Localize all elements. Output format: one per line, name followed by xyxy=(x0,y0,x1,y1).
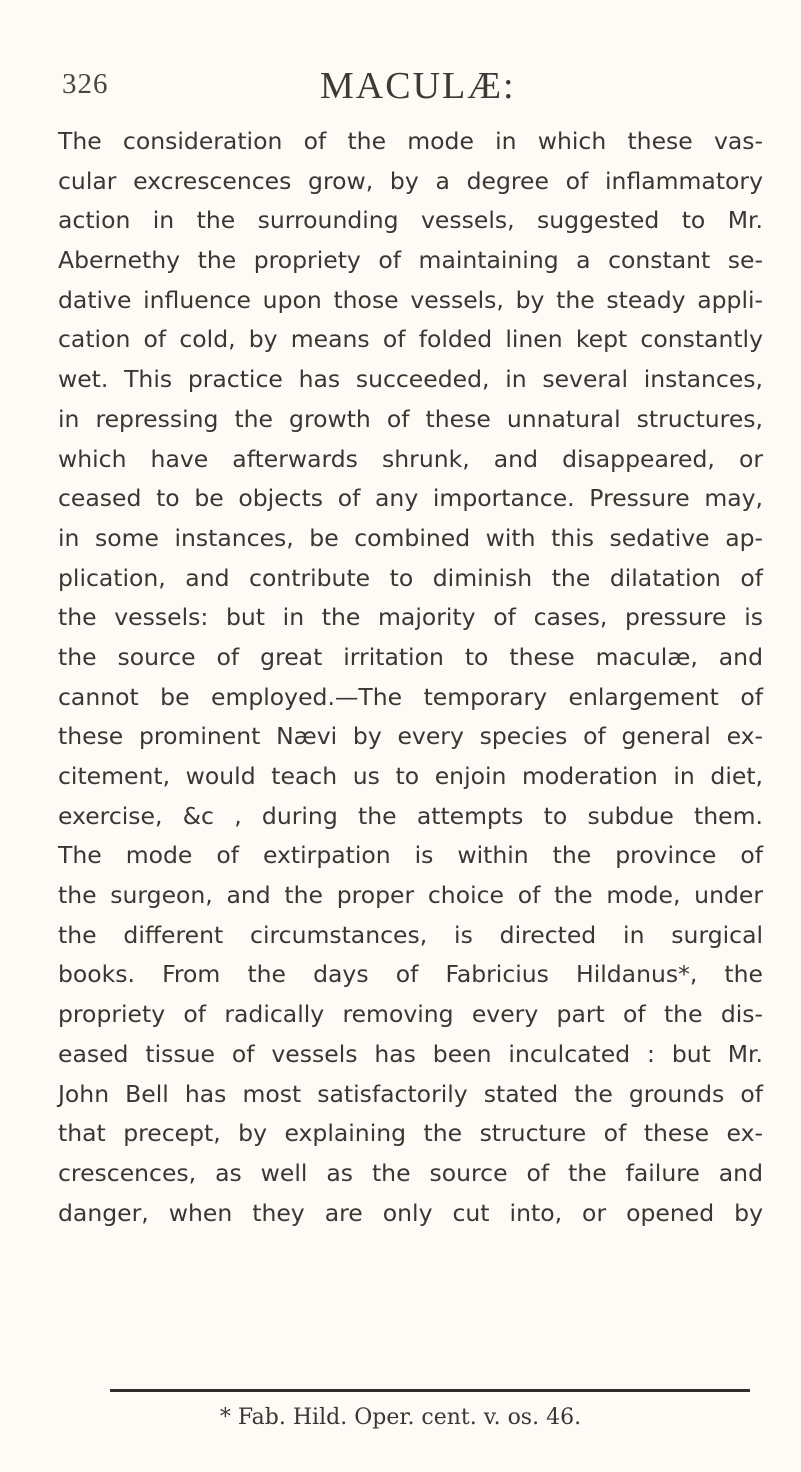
text-line: books. From the days of Fabricius Hildanus*, the xyxy=(58,960,763,989)
footnote: * Fab. Hild. Oper. cent. v. os. 46. xyxy=(219,1405,582,1430)
running-title: MACULÆ: xyxy=(320,65,516,107)
text-line: The mode of extirpation is within the province of xyxy=(58,841,763,870)
text-line: Abernethy the propriety of maintaining a constant se- xyxy=(58,246,763,275)
text-line: dative influence upon those vessels, by the steady appli- xyxy=(58,285,763,314)
text-line: in repressing the growth of these unnatural structures, xyxy=(58,404,763,433)
text-line: which have afterwards shrunk, and disappeared, or xyxy=(58,444,763,473)
text-line: the different circumstances, is directed in surgical xyxy=(58,920,763,949)
body-text xyxy=(58,122,763,1233)
text-line: the source of great irritation to these maculæ, and xyxy=(58,642,763,671)
text-line: wet. This practice has succeeded, in several instances, xyxy=(58,365,763,394)
text-line: these prominent Nævi by every species of general ex- xyxy=(58,722,763,751)
text-line: exercise, &c , during the attempts to subdue them. xyxy=(58,801,763,830)
text-line: John Bell has most satisfactorily stated the grounds of xyxy=(58,1079,763,1108)
text-line: cation of cold, by means of folded linen kept constantly xyxy=(58,325,763,354)
text-line: The consideration of the mode in which these vas- xyxy=(58,127,763,155)
text-line: that precept, by explaining the structure of these ex- xyxy=(58,1119,763,1148)
text-line: eased tissue of vessels has been inculcated : but Mr. xyxy=(58,1039,763,1068)
text-line: citement, would teach us to enjoin moderation in diet, xyxy=(58,762,763,790)
running-head xyxy=(0,65,801,112)
text-line: in some instances, be combined with this sedative ap- xyxy=(58,523,763,552)
page-number: 326 xyxy=(62,68,109,100)
text-line: the vessels: but in the majority of cases, pressure is xyxy=(58,603,763,632)
text-line: action in the surrounding vessels, suggested to Mr. xyxy=(58,206,763,235)
text-line: cular excrescences grow, by a degree of inflammatory xyxy=(58,166,763,195)
text-line: danger, when they are only cut into, or opened by xyxy=(58,1198,763,1227)
text-line: cannot be employed.—The temporary enlargement of xyxy=(58,682,763,711)
text-line: crescences, as well as the source of the failure and xyxy=(58,1158,763,1187)
text-line: ceased to be objects of any importance. Pressure may, xyxy=(58,484,763,513)
footnote-divider xyxy=(110,1389,750,1392)
text-line: propriety of radically removing every part of the dis- xyxy=(58,1000,763,1029)
text-line: plication, and contribute to diminish the dilatation of xyxy=(58,563,763,592)
text-line: the surgeon, and the proper choice of the mode, under xyxy=(58,881,763,910)
